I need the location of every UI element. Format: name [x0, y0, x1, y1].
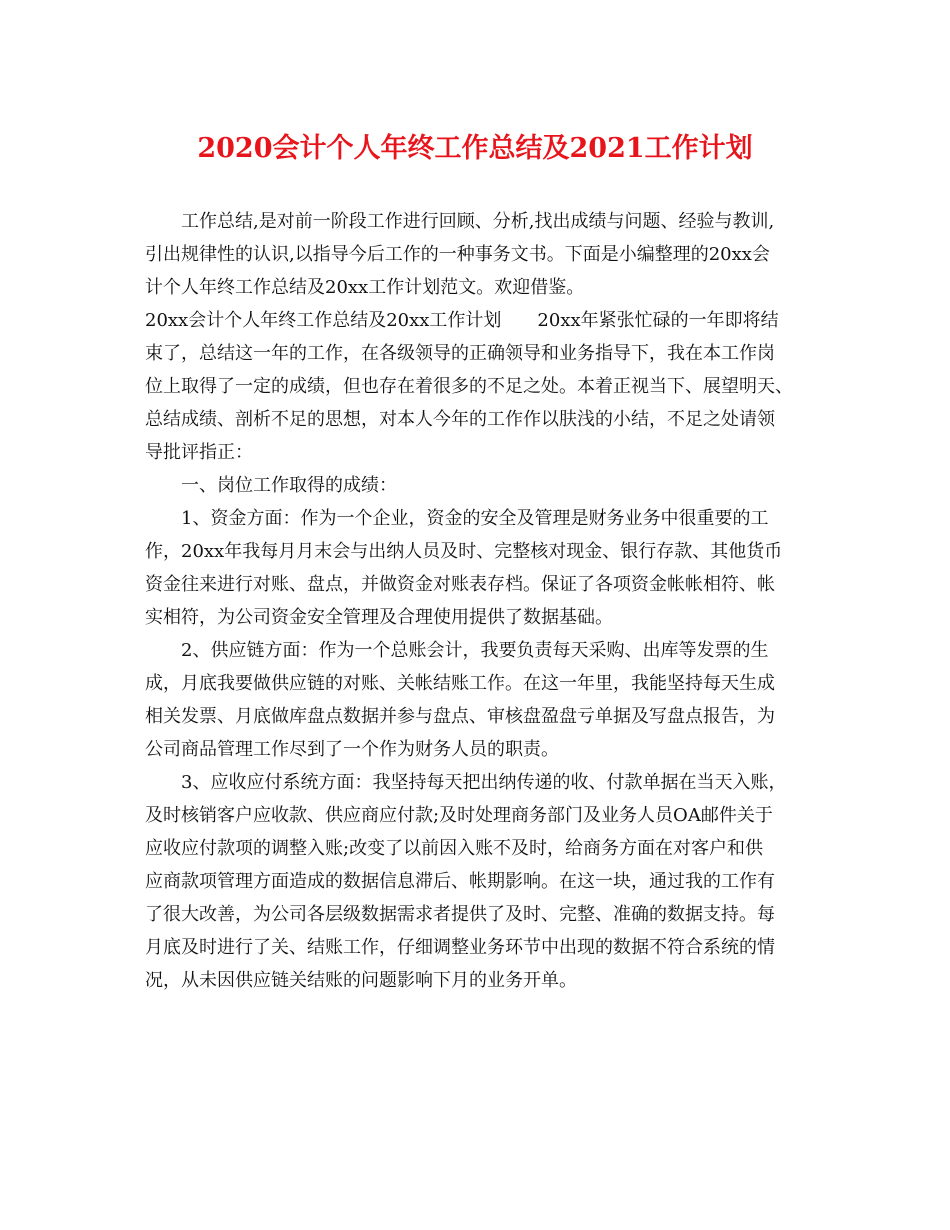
body-line: 一、岗位工作取得的成绩：	[181, 475, 397, 496]
body-line: 实相符，为公司资金安全管理及合理使用提供了数据基础。	[145, 607, 613, 628]
body-line: 况，从未因供应链关结账的问题影响下月的业务开单。	[145, 970, 577, 991]
body-text-span: 20xx年紧张忙碌的一年即将结	[537, 310, 779, 331]
body-line: 1、资金方面：作为一个企业，资金的安全及管理是财务业务中很重要的工	[181, 508, 769, 529]
body-line: 导批评指正：	[145, 442, 253, 463]
body-line: 相关发票、月底做库盘点数据并参与盘点、审核盘盈盘亏单据及写盘点报告，为	[145, 706, 775, 727]
body-line: 应收应付款项的调整入账;改变了以前因入账不及时，给商务方面在对客户和供	[145, 838, 764, 859]
body-line: 月底及时进行了关、结账工作，仔细调整业务环节中出现的数据不符合系统的情	[145, 937, 775, 958]
body-line: 应商款项管理方面造成的数据信息滞后、帐期影响。在这一块，通过我的工作有	[145, 871, 775, 892]
body-line: 束了，总结这一年的工作，在各级领导的正确领导和业务指导下，我在本工作岗	[145, 343, 775, 364]
body-line: 引出规律性的认识,以指导今后工作的一种事务文书。下面是小编整理的20xx会	[145, 244, 770, 265]
body-line: 公司商品管理工作尽到了一个作为财务人员的职责。	[145, 739, 559, 760]
document-body	[145, 205, 805, 997]
body-line: 2、供应链方面：作为一个总账会计，我要负责每天采购、出库等发票的生	[181, 640, 769, 661]
body-line: 了很大改善，为公司各层级数据需求者提供了及时、完整、准确的数据支持。每	[145, 904, 775, 925]
body-line: 位上取得了一定的成绩，但也存在着很多的不足之处。本着正视当下、展望明天、	[145, 376, 793, 397]
body-line: 工作总结,是对前一阶段工作进行回顾、分析,找出成绩与问题、经验与教训,	[181, 211, 775, 232]
body-line: 成，月底我要做供应链的对账、关帐结账工作。在这一年里，我能坚持每天生成	[145, 673, 775, 694]
body-line: 总结成绩、剖析不足的思想，对本人今年的工作作以肤浅的小结，不足之处请领	[145, 409, 775, 430]
body-line: 及时核销客户应收款、供应商应付款;及时处理商务部门及业务人员OA邮件关于	[145, 805, 773, 826]
body-line: 计个人年终工作总结及20xx工作计划范文。欢迎借鉴。	[145, 277, 585, 298]
body-line: 3、应收应付系统方面：我坚持每天把出纳传递的收、付款单据在当天入账，	[181, 772, 787, 793]
section-heading: 20xx会计个人年终工作总结及20xx工作计划	[145, 310, 502, 331]
body-line	[145, 304, 805, 337]
body-line: 资金往来进行对账、盘点，并做资金对账表存档。保证了各项资金帐帐相符、帐	[145, 574, 775, 595]
body-line: 作，20xx年我每月月末会与出纳人员及时、完整核对现金、银行存款、其他货币	[145, 541, 783, 562]
document-title: 2020会计个人年终工作总结及2021工作计划	[197, 133, 753, 164]
